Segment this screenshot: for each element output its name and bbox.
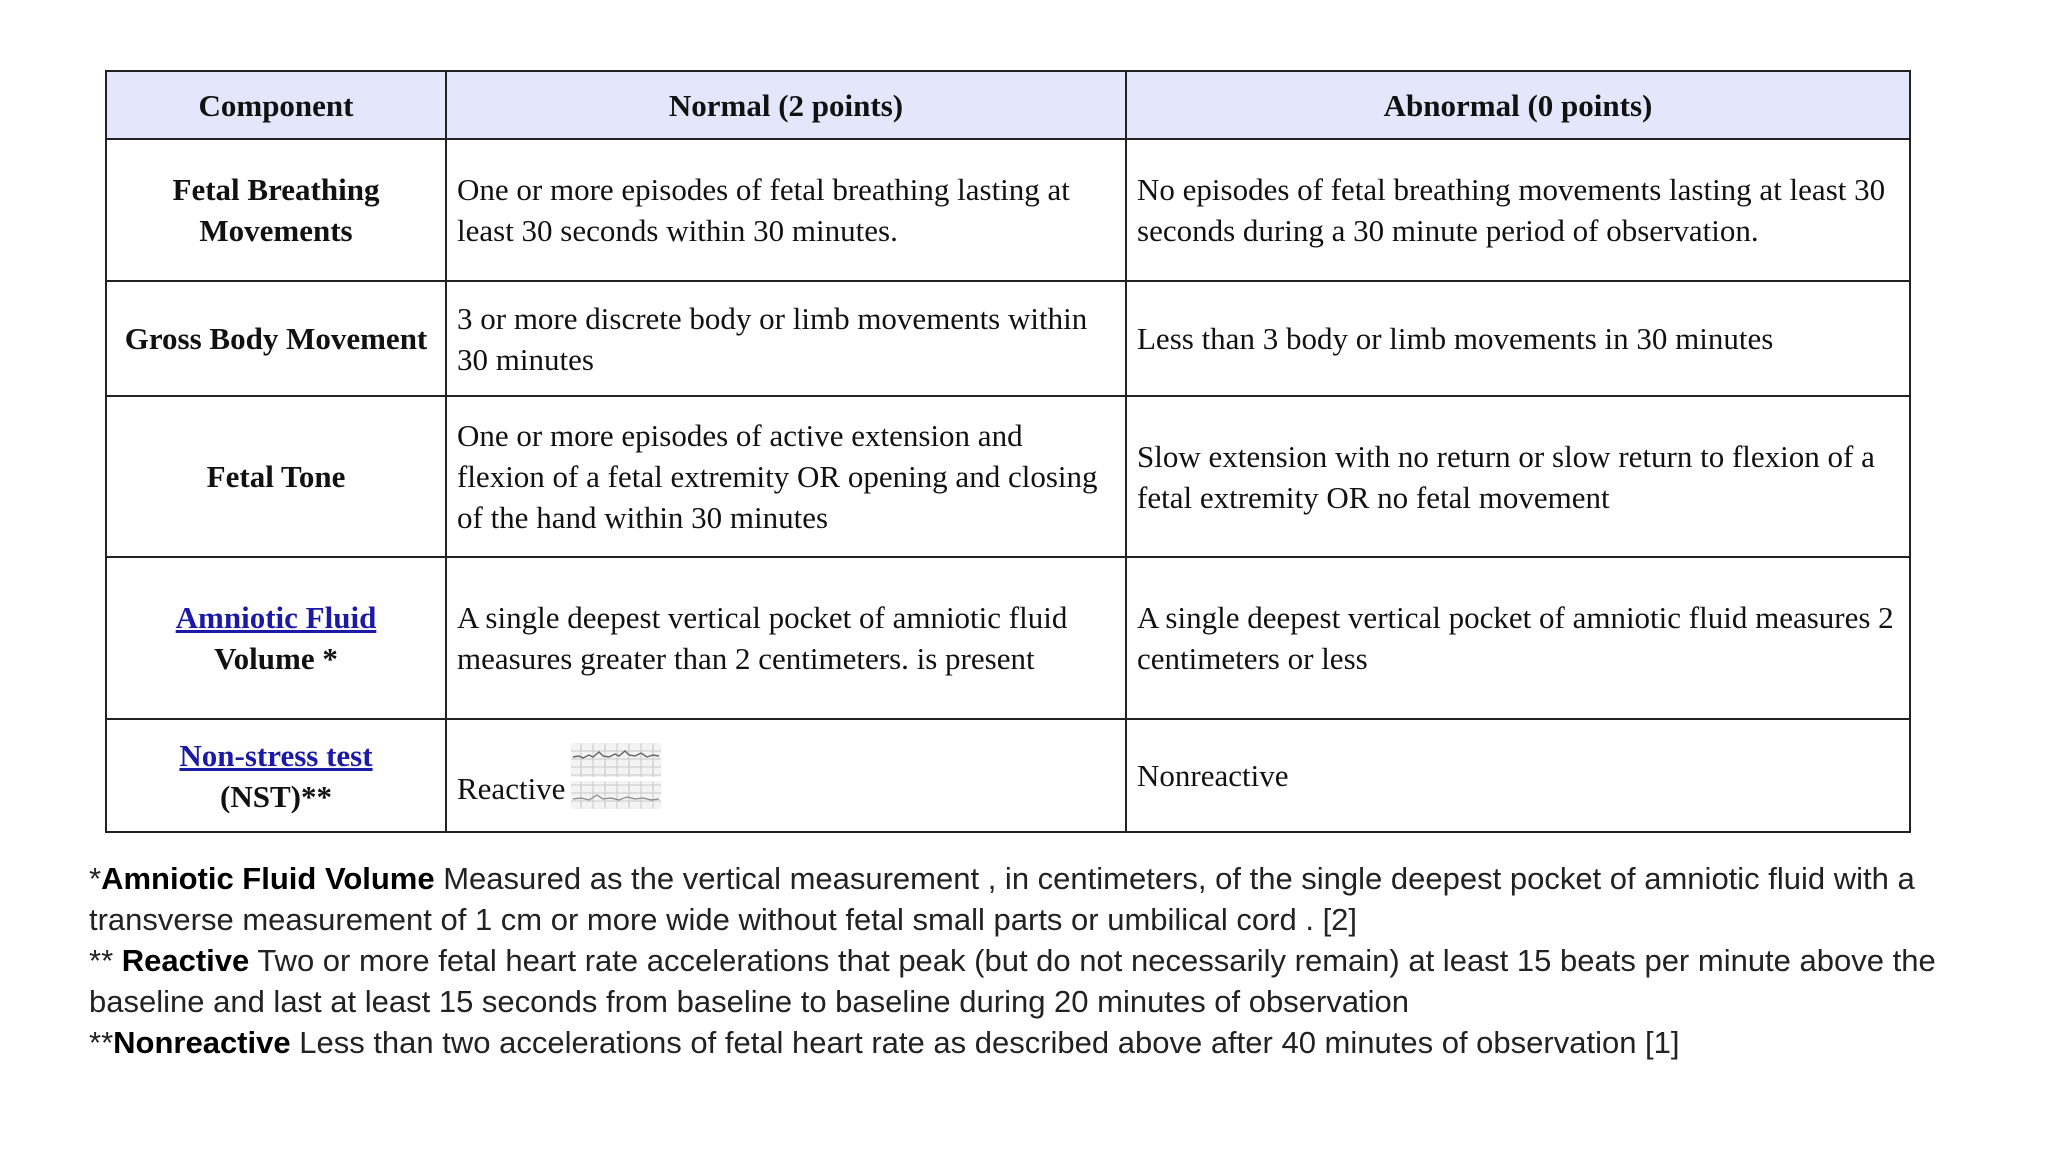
header-component: Component	[106, 71, 446, 139]
component-gross-body-movement: Gross Body Movement	[106, 281, 446, 396]
table-row	[106, 396, 1910, 557]
component-amniotic-fluid	[106, 557, 446, 719]
footnote-term: Nonreactive	[113, 1025, 291, 1060]
normal-criteria: A single deepest vertical pocket of amniotic fluid measures greater than 2 centimeters. is present	[446, 557, 1126, 719]
abnormal-criteria: A single deepest vertical pocket of amniotic fluid measures 2 centimeters or less	[1126, 557, 1910, 719]
nst-trace-thumbnail-icon	[571, 743, 661, 809]
normal-criteria: One or more episodes of fetal breathing lasting at least 30 seconds within 30 minutes.	[446, 139, 1126, 281]
normal-criteria: 3 or more discrete body or limb movements within 30 minutes	[446, 281, 1126, 396]
footnote-text: Measured as the vertical measurement , in centimeters, of the single deepest pocket of amniotic fluid with a transverse measurement of 1 cm or more wide without fetal small parts or umbilical cord . [2]	[89, 861, 1915, 937]
footnote-text: Less than two accelerations of fetal heart rate as described above after 40 minutes of observation [1]	[290, 1025, 1680, 1060]
footnotes	[89, 858, 1949, 1063]
table-row	[106, 719, 1910, 832]
table-row	[106, 139, 1910, 281]
footnote-nonreactive: **Nonreactive Less than two accelerations of fetal heart rate as described above after 40 minutes of observation [1]	[89, 1025, 1680, 1060]
header-normal: Normal (2 points)	[446, 71, 1126, 139]
component-suffix: (NST)**	[220, 778, 332, 814]
table-row	[106, 281, 1910, 396]
footnote-amniotic-fluid: *Amniotic Fluid Volume Measured as the vertical measurement , in centimeters, of the single deepest pocket of amniotic fluid with a transverse measurement of 1 cm or more wide without fetal small parts or umbilical cord . [2]	[89, 861, 1915, 937]
biophysical-profile-table	[105, 70, 1911, 833]
component-nst	[106, 719, 446, 832]
header-abnormal: Abnormal (0 points)	[1126, 71, 1910, 139]
abnormal-criteria: Nonreactive	[1126, 719, 1910, 832]
reactive-label: Reactive	[457, 770, 566, 806]
table-row	[106, 557, 1910, 719]
footnote-text: Two or more fetal heart rate accelerations that peak (but do not necessarily remain) at least 15 beats per minute above the baseline and last at least 15 seconds from baseline to baseline during 20 minutes of observation	[89, 943, 1936, 1019]
non-stress-test-link[interactable]: Non-stress test	[179, 737, 373, 773]
normal-criteria: One or more episodes of active extension and flexion of a fetal extremity OR opening and closing of the hand within 30 minutes	[446, 396, 1126, 557]
table-header-row	[106, 71, 1910, 139]
abnormal-criteria: Less than 3 body or limb movements in 30 minutes	[1126, 281, 1910, 396]
component-fetal-breathing: Fetal Breathing Movements	[106, 139, 446, 281]
footnote-term: Reactive	[121, 943, 250, 978]
component-fetal-tone: Fetal Tone	[106, 396, 446, 557]
footnote-term: Amniotic Fluid Volume	[101, 861, 435, 896]
abnormal-criteria: Slow extension with no return or slow return to flexion of a fetal extremity OR no fetal movement	[1126, 396, 1910, 557]
abnormal-criteria: No episodes of fetal breathing movements lasting at least 30 seconds during a 30 minute period of observation.	[1126, 139, 1910, 281]
normal-criteria	[446, 719, 1126, 832]
amniotic-fluid-link[interactable]: Amniotic Fluid	[175, 600, 377, 635]
footnote-reactive: ** Reactive Two or more fetal heart rate accelerations that peak (but do not necessarily remain) at least 15 beats per minute above the baseline and last at least 15 seconds from baseline to baseline during 20 minutes of observation	[89, 943, 1936, 1019]
component-suffix: Volume *	[214, 641, 338, 676]
